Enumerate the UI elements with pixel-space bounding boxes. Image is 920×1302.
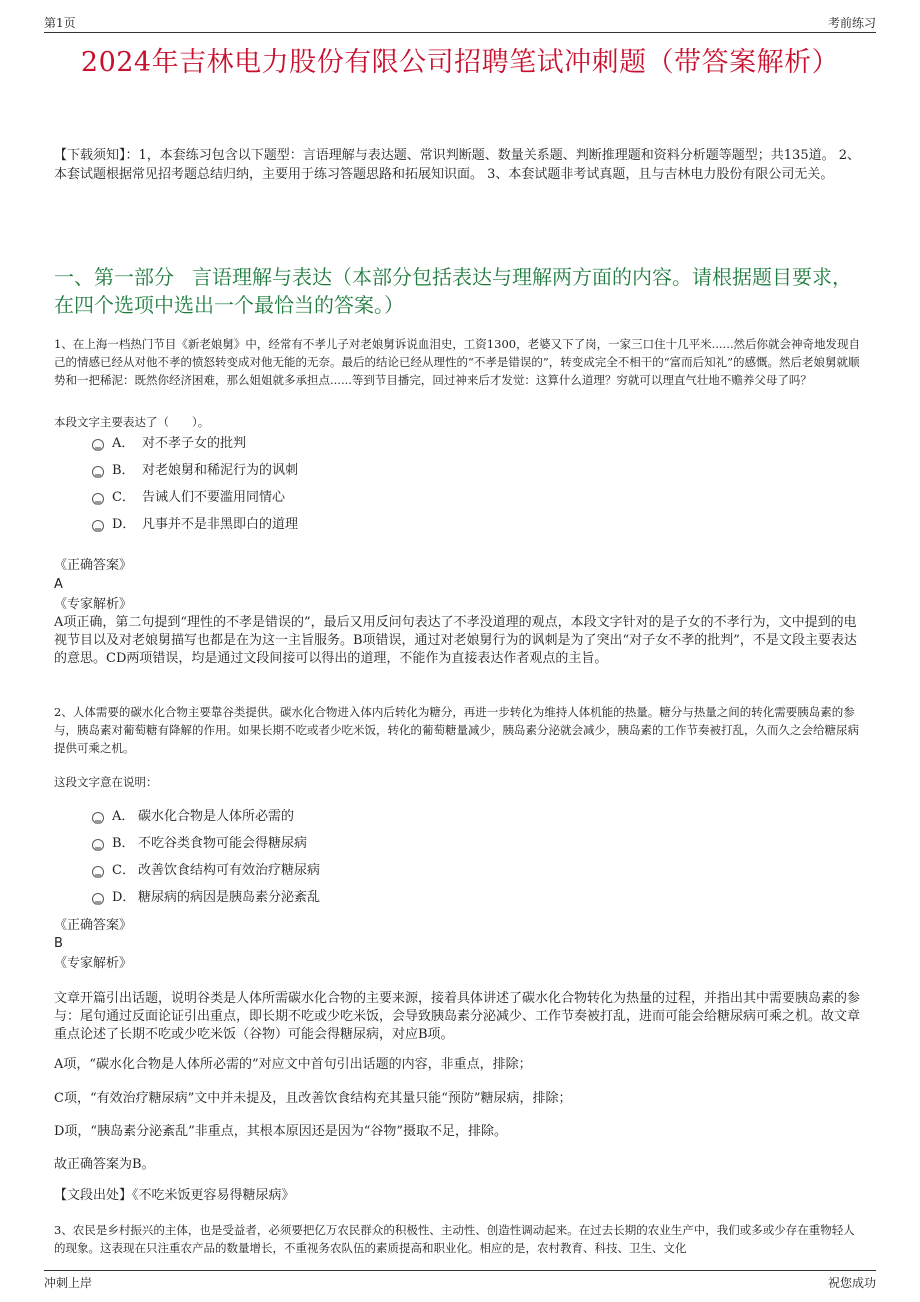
passage-source: 【文段出处】《不吃米饭更容易得糖尿病》 [54,1188,295,1203]
page-number: 第1页 [44,16,76,30]
analysis-conclusion: 故正确答案为B。 [54,1157,155,1172]
question-1-text: 1、在上海一档热门节目《新老娘舅》中，经常有不孝儿子对老娘舅诉说血泪史，工资1300，老婆又下了岗，一家三口住十几平米......然后你就会神奇地发现自己的情感已经从对他不孝的愤怒转变成对他无能的无奈。最后的结论已经从理性的“不孝是错误的”，转变成完全不相干的“富而后知礼”的感慨。然后老娘舅就顺势和一把稀泥：既然你经济困难，那么姐姐就多承担点......等到节目播完，回过神来后才发觉：这算什么道理？穷就可以理直气壮地不赡养父母了吗？ [54,337,861,387]
radio-icon[interactable] [92,893,104,905]
section-text: 言语理解与表达（本部分包括表达与理解两方面的内容。请根据题目要求，在四个选项中选出一个最恰当的答案。） [54,265,852,317]
radio-icon[interactable] [92,866,104,878]
analysis-label: 《专家解析》 [54,956,133,971]
footer-left: 冲刺上岸 [44,1276,93,1290]
radio-icon[interactable] [92,439,104,451]
answer-label: 《正确答案》 [54,558,133,573]
analysis-label: 《专家解析》 [54,597,133,612]
analysis-option-c: C项，“有效治疗糖尿病”文中并未提及，且改善饮食结构充其量只能“预防”糖尿病，排除； [54,1091,572,1106]
radio-icon[interactable] [92,493,104,505]
page-header [44,12,876,33]
header-label: 考前练习 [827,16,876,30]
page-footer [44,1270,876,1291]
section-heading [54,263,866,319]
section-prefix: 一、第一部分 [54,265,174,289]
footer-right: 祝您成功 [827,1276,876,1290]
analysis-text: A项正确，第二句提到“理性的不孝是错误的”，最后又用反问句表达了不孝没道理的观点，本段文字针对的是子女的不孝行为，文中提到的电视节目以及对老娘舅描写也都是在为这一主旨服务。B项错误，通过对老娘舅行为的讽刺是为了突出“对子女不孝的批判”，不是文段主要表达的意思。CD两项错误，均是通过文段间接可以得出的道理，不能作为直接表达作者观点的主旨。 [54,615,857,666]
correct-answer: B [54,936,63,951]
correct-answer: A [54,577,63,592]
question-1-stem: 本段文字主要表达了（ ）。 [54,415,210,429]
download-notice: 【下载须知】：1，本套练习包含以下题型：言语理解与表达题、常识判断题、数量关系题、判断推理题和资料分析题等题型；共135道。 2、本套试题根据常见招考题总结归纳，主要用于练习答题思路和拓展知识面。 3、本套试题非考试真题，且与吉林电力股份有限公司无关。 [54,148,860,182]
question-2-stem: 这段文字意在说明： [54,775,158,789]
analysis-option-a: A项，“碳水化合物是人体所必需的”对应文中首句引出话题的内容，非重点，排除； [54,1057,532,1072]
analysis-option-d: D项，“胰岛素分泌紊乱”非重点，其根本原因还是因为“谷物”摄取不足，排除。 [54,1124,508,1139]
radio-icon[interactable] [92,839,104,851]
analysis-main: 文章开篇引出话题，说明谷类是人体所需碳水化合物的主要来源，接着具体讲述了碳水化合物转化为热量的过程，并指出其中需要胰岛素的参与：尾句通过反面论证引出重点，即长期不吃或少吃米饭，会导致胰岛素分泌减少、工作节奏被打乱，进而可能会给糖尿病可乘之机。故文章重点论述了长期不吃或少吃米饭（谷物）可能会得糖尿病，对应B项。 [54,991,861,1042]
radio-icon[interactable] [92,520,104,532]
radio-icon[interactable] [92,812,104,824]
question-3-text: 3、农民是乡村振兴的主体，也是受益者，必须要把亿万农民群众的积极性、主动性、创造性调动起来。在过去长期的农业生产中，我们或多或少存在重物轻人的现象。这表现在只注重农产品的数量增长，不重视务农队伍的素质提高和职业化。相应的是，农村教育、科技、卫生、文化 [54,1223,855,1255]
question-2-text: 2、人体需要的碳水化合物主要靠谷类提供。碳水化合物进入体内后转化为糖分，再进一步转化为维持人体机能的热量。糖分与热量之间的转化需要胰岛素的参与，胰岛素对葡萄糖有降解的作用。如果长期不吃或者少吃米饭，转化的葡萄糖量减少，胰岛素分泌就会减少，胰岛素的工作节奏被打乱，久而久之会给糖尿病提供可乘之机。 [54,705,859,755]
radio-icon[interactable] [92,466,104,478]
answer-label: 《正确答案》 [54,918,133,933]
document-title: 2024年吉林电力股份有限公司招聘笔试冲刺题（带答案解析） [80,47,840,78]
